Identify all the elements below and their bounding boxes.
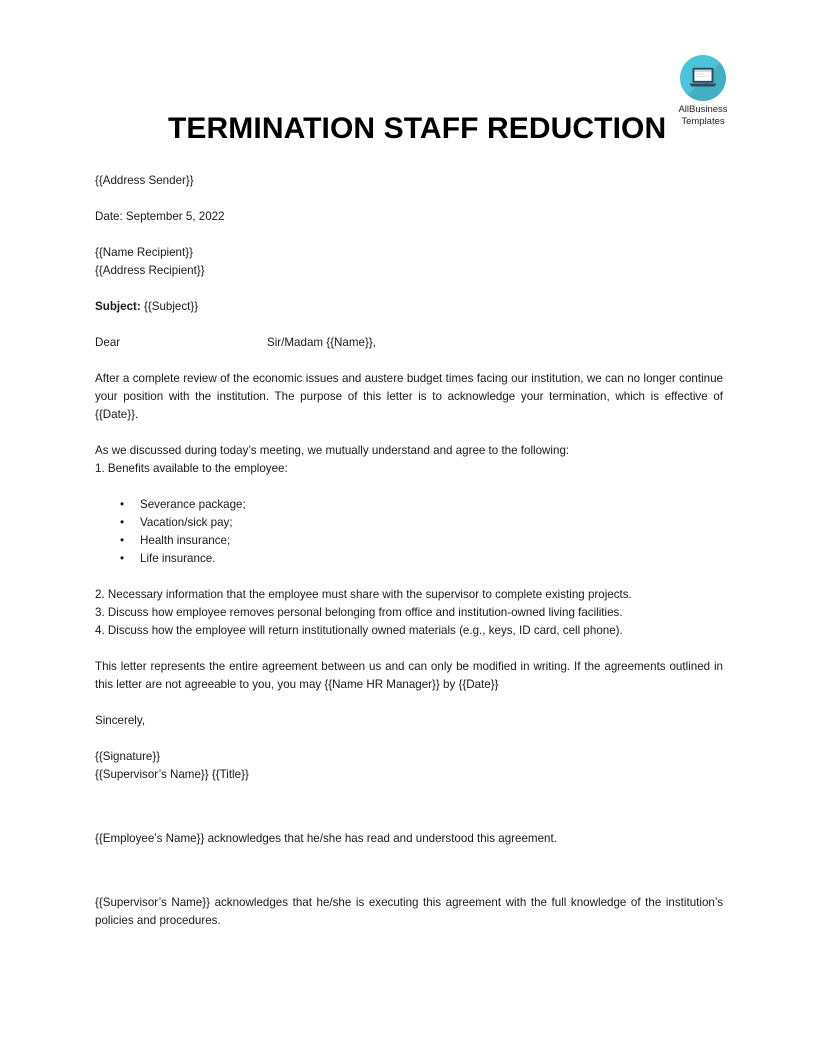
page-title: TERMINATION STAFF REDUCTION	[168, 112, 667, 145]
salutation-left: Dear	[95, 336, 121, 349]
list-item-label: Vacation/sick pay;	[140, 516, 233, 529]
bullet-icon: •	[120, 516, 125, 529]
laptop-icon	[688, 66, 718, 89]
acknowledgment-supervisor: {{Supervisor’s Name}} acknowledges that he/she is executing this agreement with the full knowledge of the institution’s policies and procedures.	[95, 896, 723, 927]
spacer	[95, 478, 723, 496]
paragraph-2-line2: 1. Benefits available to the employee:	[95, 462, 288, 475]
spacer	[95, 802, 723, 820]
benefits-list	[95, 496, 723, 568]
spacer	[95, 694, 723, 712]
allbusiness-templates-logo	[655, 55, 751, 127]
letter-body	[95, 172, 723, 930]
spacer	[95, 352, 723, 370]
spacer	[95, 190, 723, 208]
signature-placeholder: {{Signature}}	[95, 750, 161, 763]
spacer	[95, 730, 723, 748]
subject-value: {{Subject}}	[143, 300, 199, 313]
date-line: Date: September 5, 2022	[95, 210, 225, 223]
spacer	[95, 884, 723, 894]
list-item	[95, 532, 723, 550]
closing: Sincerely,	[95, 714, 146, 727]
list-item-label: Severance package;	[140, 498, 246, 511]
paragraph-3: This letter represents the entire agreement between us and can only be modified in writing. If the agreements outlined in this letter are not agreeable to you, you may {{Name HR Manager}} by {{Date}}	[95, 660, 723, 691]
spacer	[95, 226, 723, 244]
salutation-right: Sir/Madam {{Name}},	[267, 336, 376, 349]
bullet-icon: •	[120, 498, 125, 511]
logo-caption	[655, 104, 751, 127]
item-3: 3. Discuss how employee removes personal belonging from office and institution-owned living facilities.	[95, 606, 623, 619]
list-item	[95, 514, 723, 532]
subject-label: Subject:	[95, 300, 141, 313]
bullet-icon: •	[120, 534, 125, 547]
spacer	[95, 280, 723, 298]
list-item-label: Life insurance.	[140, 552, 216, 565]
logo-caption-line2: Templates	[681, 115, 725, 127]
list-item	[95, 550, 723, 568]
item-2: 2. Necessary information that the employee must share with the supervisor to complete existing projects.	[95, 588, 632, 601]
spacer	[95, 640, 723, 658]
salutation-line	[95, 334, 723, 352]
list-item-label: Health insurance;	[140, 534, 231, 547]
spacer	[95, 424, 723, 442]
spacer	[95, 784, 723, 802]
address-recipient: {{Address Recipient}}	[95, 264, 205, 277]
paragraph-1: After a complete review of the economic issues and austere budget times facing our institution, we can no longer continue your position with the institution. The purpose of this letter is to acknowledge your termination, which is effective of {{Date}}.	[95, 372, 723, 421]
spacer	[95, 866, 723, 884]
paragraph-2-line1: As we discussed during today’s meeting, we mutually understand and agree to the following:	[95, 444, 570, 457]
acknowledgment-employee: {{Employee’s Name}} acknowledges that he/she has read and understood this agreement.	[95, 832, 557, 845]
logo-caption-line1: AllBusiness	[678, 104, 728, 115]
spacer	[95, 316, 723, 334]
subject-line	[95, 298, 723, 316]
spacer	[95, 568, 723, 586]
bullet-icon: •	[120, 552, 125, 565]
spacer	[95, 848, 723, 866]
item-4: 4. Discuss how the employee will return institutionally owned materials (e.g., keys, ID card, cell phone).	[95, 624, 623, 637]
address-sender: {{Address Sender}}	[95, 174, 194, 187]
spacer	[95, 820, 723, 830]
supervisor-name-title: {{Supervisor’s Name}} {{Title}}	[95, 768, 249, 781]
list-item	[95, 496, 723, 514]
logo-circle	[680, 55, 726, 101]
name-recipient: {{Name Recipient}}	[95, 246, 193, 259]
